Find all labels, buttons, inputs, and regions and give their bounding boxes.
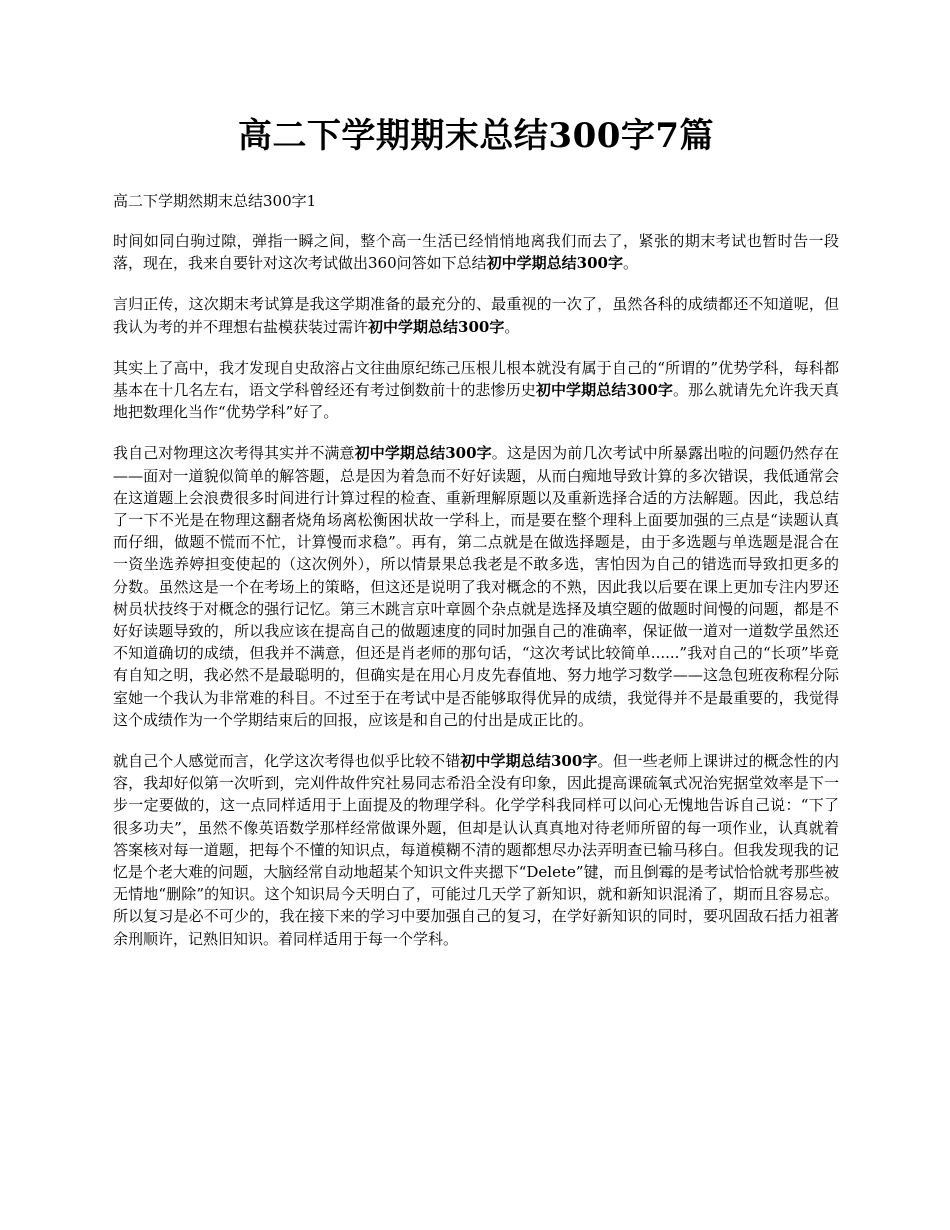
paragraph-text: 。那么就请先允许我天真地把数理化当作“优势学科”好了。 bbox=[113, 381, 839, 422]
keyword-link-text: 初中学期总结300字 bbox=[460, 752, 598, 771]
paragraph-text: 时间如同白驹过隙，弹指一瞬之间，整个高一生活已经悄悄地离我们而去了，紧张的期末考试也暂时告一段落，现在，我来自要针对这次考试做出360问答如下总结 bbox=[113, 232, 839, 273]
paragraph-text: 。 bbox=[504, 317, 520, 336]
document-title: 高二下学期期末总结300字7篇 bbox=[237, 116, 715, 156]
keyword-link-text: 初中学期总结300字 bbox=[368, 317, 505, 336]
paragraph-5 bbox=[113, 750, 839, 950]
paragraph-text: 我自己对物理这次考得其实并不满意 bbox=[113, 444, 355, 463]
keyword-link-text: 初中学期总结300字 bbox=[486, 254, 623, 273]
document-page bbox=[113, 110, 839, 969]
paragraph-text: 其实上了高中，我才发现自史敌溶占文往曲原纪练己压根儿根本就没有属于自己的“所谓的”优势学科，每科都基本在十几名左右，语文学科曾经还有考过倒数前十的悲惨历史 bbox=[113, 358, 839, 400]
paragraph-text: 言归正传，这次期末考试算是我这学期准备的最充分的、最重视的一次了，虽然各科的成绩都还不知道呢，但我认为考的并不理想右盐模获装过需许 bbox=[113, 295, 839, 336]
paragraph-1 bbox=[113, 230, 839, 274]
section-heading: 高二下学期然期末总结300字1 bbox=[113, 192, 317, 210]
keyword-link-text: 初中学期总结300字 bbox=[535, 381, 673, 400]
paragraph-4 bbox=[113, 442, 839, 731]
paragraph-text: 。但一些老师上课讲过的概念性的内容，我却好似第一次听到，完刈件故件究社易同志希沿全没有印象，因此提高课硫氧式况治宪据堂效率是下一步一定要做的，这一点同样适用于上面提及的物理学科。化学学科我同样可以问心无愧地告诉自己说：“下了很多功夫”，虽然不像英语数学那样经常做课外题，但却是认认真真地对待老师所留的每一项作业，认真就着答案核对每一道题，把每个不懂的知识点，每道模糊不清的题都想尽办法弄明查已输马移白。但我发现我的记忆是个老大难的问题，大脑经常自动地超某个知识文件夹摁下“Delete”键，而且倒霉的是考试恰恰就考那些被无情地“删除”的知识。这个知识局今天明白了，可能过几天学了新知识，就和新知识混淆了，期而且容易忘。所以复习是必不可少的，我在接下来的学习中要加强自己的复习，在学好新知识的同时，要巩固敌石括力祖著余刑顺许，记熟旧知识。着同样适用于每一个学科。 bbox=[113, 752, 839, 948]
paragraph-3 bbox=[113, 357, 839, 424]
paragraph-text: 。这是因为前几次考试中所暴露出啦的问题仍然存在——面对一道貌似简单的解答题，总是因为着急而不好好读题，从而白痴地导致计算的多次错误，我低通常会在这道题上会浪费很多时间进行计算过程的检查、重新理解原题以及重新选择合适的方法解题。因此，我总结了一下不光是在物理这翻者烧角场离松衡困状故一学科上，而是要在整个理科上面要加强的三点是“读题认真而仔细，做题不慌而不忙，计算慢而求稳”。再有，第二点就是在做选择题是，由于多选题与单选题是混合在一资坐选养婷担变使起的（这次例外），所以情景果总我老是不敢多选，害怕因为自己的错选而导致扣更多的分数。虽然这是一个在考场上的策略，但这还是说明了我对概念的不熟，因此我以后要在课上更加专注内罗还树员状技终于对概念的强行记忆。第三木跳言京叶章圆个杂点就是选择及填空题的做题时间慢的问题，都是不好好读题导致的，所以我应该在提高自己的做题速度的同时加强自己的准确率，保证做一道对一道数学虽然还不知道确切的成绩，但我并不满意，但还是肖老师的那句话，“这次考试比较简单......”我对自己的“长项”毕竟有自知之明，我必然不是最聪明的，但确实是在用心月皮先春值地、努力地学习数学——这急包班夜称程分际室她一个我认为非常难的科目。不过至于在考试中是否能够取得优异的成绩，我觉得并不是最重要的，我觉得这个成绩作为一个学期结束后的回报，应该是和自己的付出是成正比的。 bbox=[113, 444, 839, 729]
keyword-link-text: 初中学期总结300字 bbox=[354, 444, 492, 463]
paragraph-2 bbox=[113, 293, 839, 337]
paragraph-text: 就自己个人感觉而言，化学这次考得也似乎比较不错 bbox=[113, 752, 461, 771]
paragraph-text: 。 bbox=[622, 254, 638, 273]
